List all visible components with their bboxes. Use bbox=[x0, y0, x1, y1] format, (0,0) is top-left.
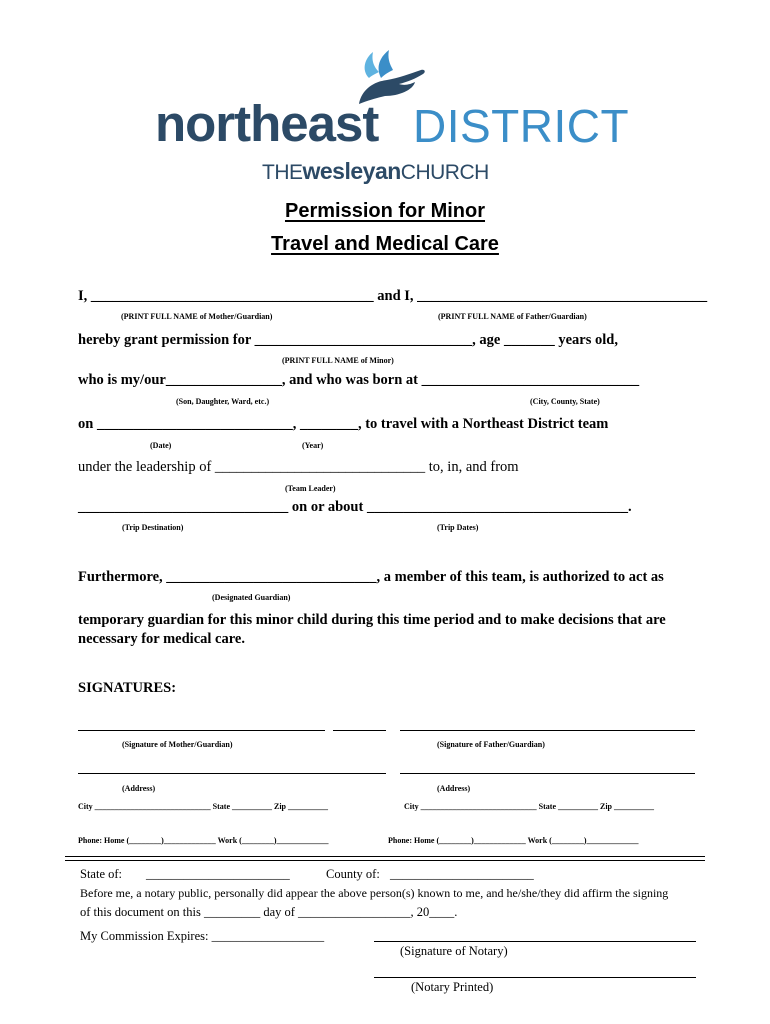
logo-subtitle bbox=[262, 160, 489, 183]
mother-phone: Phone: Home (________)_____________ Work (________)_____________ bbox=[78, 836, 329, 845]
notary-statement-line2: of this document on this _________ day of __________________, 20____. bbox=[80, 905, 458, 919]
notary-county-blank[interactable]: _______________________ bbox=[390, 867, 534, 881]
mother-signature-line[interactable] bbox=[78, 730, 325, 731]
team-leader-caption: (Team Leader) bbox=[285, 484, 336, 493]
logo-district: DISTRICT bbox=[413, 100, 630, 152]
relation-caption: (Son, Daughter, Ward, etc.) bbox=[176, 397, 270, 406]
team-leader-line: under the leadership of _____________________________ to, in, and from bbox=[78, 459, 519, 475]
designated-guardian-line: Furthermore, _____________________________, a member of this team, is authorized to act as bbox=[78, 569, 664, 585]
notary-printed-caption: (Notary Printed) bbox=[411, 980, 494, 994]
notary-divider-bottom bbox=[65, 860, 705, 861]
notary-commission-expires: My Commission Expires: __________________ bbox=[80, 929, 325, 943]
logo-wesleyan: wesleyan bbox=[302, 158, 401, 184]
year-caption: (Year) bbox=[302, 441, 324, 450]
notary-signature-line[interactable] bbox=[374, 941, 696, 942]
trip-destination-caption: (Trip Destination) bbox=[122, 523, 184, 532]
father-name-caption: (PRINT FULL NAME of Father/Guardian) bbox=[438, 312, 587, 321]
mother-name-caption: (PRINT FULL NAME of Mother/Guardian) bbox=[121, 312, 273, 321]
trip-destination-line: _____________________________ on or about ____________________________________. bbox=[78, 499, 632, 515]
logo-northeast: northeast bbox=[155, 95, 379, 152]
father-city-state-zip: City _____________________________ State __________ Zip __________ bbox=[404, 802, 654, 811]
medical-care-text: necessary for medical care. bbox=[78, 631, 245, 647]
signatures-heading: SIGNATURES: bbox=[78, 680, 177, 696]
notary-statement-line1: Before me, a notary public, personally did appear the above person(s) known to me, and he/she/they did affirm the signing bbox=[80, 886, 669, 900]
date-caption: (Date) bbox=[150, 441, 172, 450]
notary-county-label: County of: bbox=[326, 867, 380, 881]
mother-signature-caption: (Signature of Mother/Guardian) bbox=[122, 740, 233, 749]
father-signature-caption: (Signature of Father/Guardian) bbox=[437, 740, 545, 749]
notary-divider-top bbox=[65, 856, 705, 857]
birthplace-caption: (City, County, State) bbox=[530, 397, 600, 406]
travel-date-line: on ___________________________, ________, to travel with a Northeast District team bbox=[78, 416, 609, 432]
designated-guardian-caption: (Designated Guardian) bbox=[212, 593, 291, 602]
parents-name-line: I, _______________________________________ and I, ________________________________________ bbox=[78, 288, 708, 304]
minor-name-line: hereby grant permission for ______________________________, age _______ years old, bbox=[78, 332, 618, 348]
father-phone: Phone: Home (________)_____________ Work (________)_____________ bbox=[388, 836, 639, 845]
logo-church: CHURCH bbox=[400, 161, 489, 184]
page-title-line1: Permission for Minor bbox=[284, 200, 486, 222]
notary-printed-line[interactable] bbox=[374, 977, 696, 978]
mother-address-caption: (Address) bbox=[122, 784, 156, 793]
trip-dates-caption: (Trip Dates) bbox=[437, 523, 479, 532]
mother-address-line[interactable] bbox=[78, 773, 386, 774]
father-signature-line[interactable] bbox=[400, 730, 695, 731]
mother-signature-date-line[interactable] bbox=[333, 730, 386, 731]
page-title-line2: Travel and Medical Care bbox=[271, 233, 499, 255]
mother-city-state-zip: City _____________________________ State __________ Zip __________ bbox=[78, 802, 328, 811]
temporary-guardian-text: temporary guardian for this minor child during this time period and to make decisions that are bbox=[78, 612, 666, 628]
logo-the: THE bbox=[262, 161, 303, 184]
father-address-caption: (Address) bbox=[437, 784, 471, 793]
notary-state-label: State of: bbox=[80, 867, 123, 881]
father-address-line[interactable] bbox=[400, 773, 695, 774]
notary-signature-caption: (Signature of Notary) bbox=[400, 944, 508, 958]
notary-state-blank[interactable]: _______________________ bbox=[146, 867, 290, 881]
relation-birthplace-line: who is my/our________________, and who was born at ______________________________ bbox=[78, 372, 640, 388]
minor-name-caption: (PRINT FULL NAME of Minor) bbox=[282, 356, 394, 365]
